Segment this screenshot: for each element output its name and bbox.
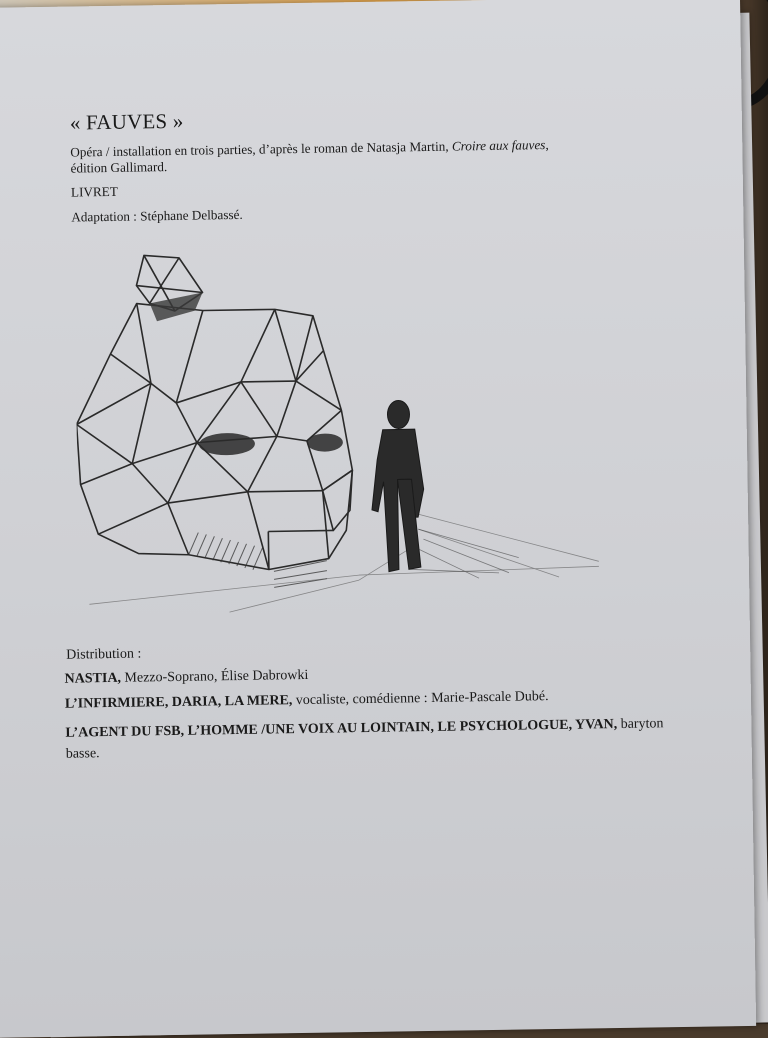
page-title: « FAUVES » (69, 108, 184, 135)
role-performer: baryton basse. (65, 716, 664, 762)
cast-line-agent (65, 713, 666, 764)
cast-line-infirmiere (65, 689, 549, 713)
role-name: L’AGENT DU FSB, L’HOMME /UNE VOIX AU LOINTAIN, LE PSYCHOLOGUE, YVAN, (65, 717, 618, 741)
cast-line-nastia (64, 668, 308, 688)
distribution-heading: Distribution : (66, 646, 142, 663)
role-name: L’INFIRMIERE, DARIA, LA MERE, (64, 693, 293, 712)
role-performer: vocaliste, comédienne : Marie-Pascale Dubé. (292, 689, 549, 709)
bear-head-sketch-illustration (74, 226, 640, 625)
subtitle (70, 136, 630, 177)
subtitle-publisher: édition Gallimard. (70, 159, 168, 176)
role-performer: Mezzo-Soprano, Élise Dabrowki (120, 667, 309, 686)
book-title: Croire aux fauves (451, 137, 546, 154)
subtitle-prefix: Opéra / installation en trois parties, d’après le roman de Natasja Martin, (70, 138, 452, 160)
subtitle-suffix: , (545, 137, 549, 153)
livret-label: LIVRET (70, 183, 118, 200)
role-name: NASTIA, (64, 670, 122, 687)
adaptation-credit: Adaptation : Stéphane Delbassé. (71, 206, 243, 225)
